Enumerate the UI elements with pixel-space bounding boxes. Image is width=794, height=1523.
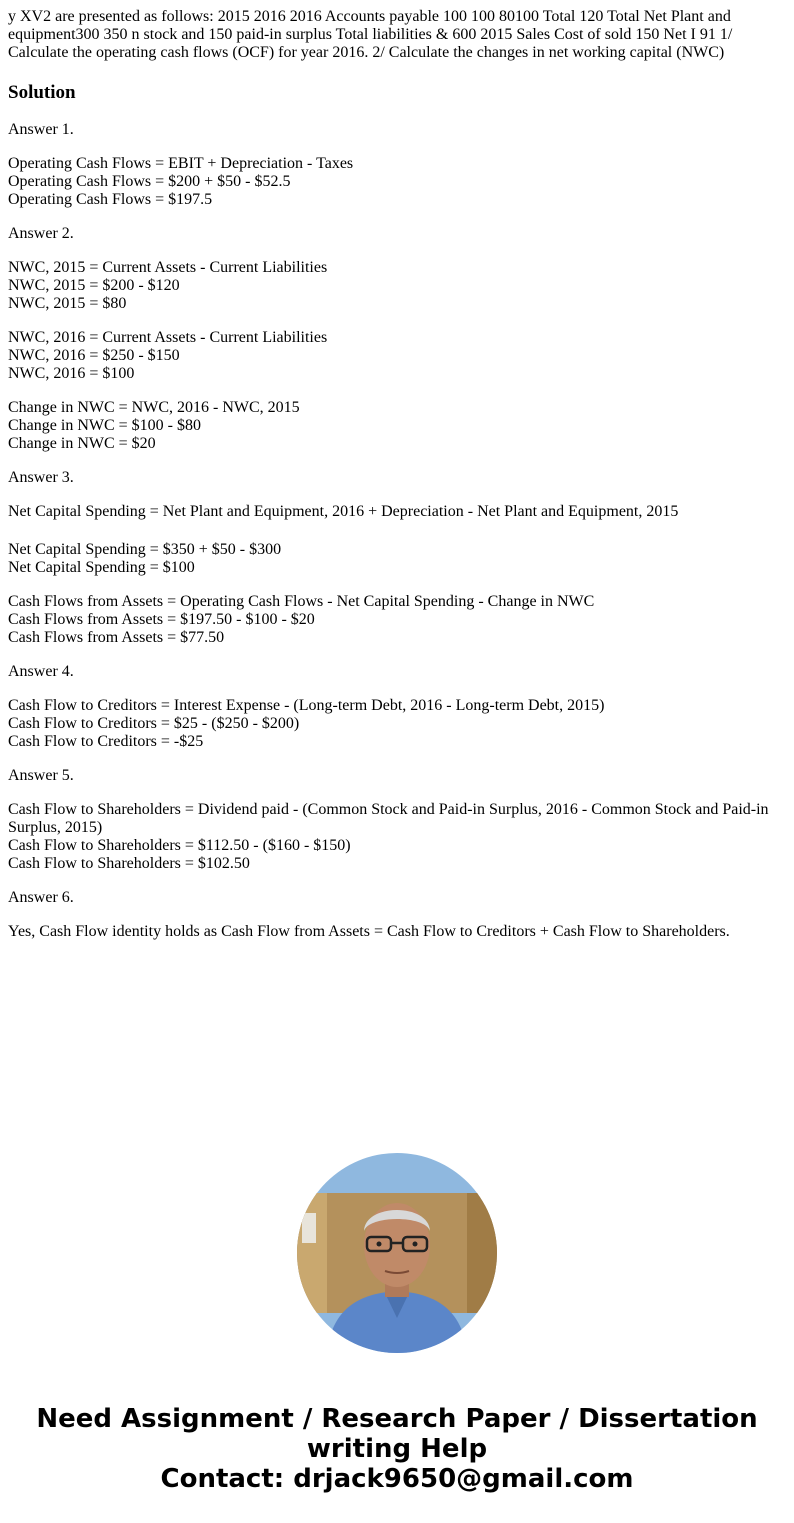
- answer-line: Net Capital Spending = Net Plant and Equipment, 2016 + Depreciation - Net Plant and Equipment, 2015: [8, 503, 679, 520]
- answer-line: NWC, 2016 = Current Assets - Current Liabilities: [8, 329, 328, 346]
- answer-line: NWC, 2015 = Current Assets - Current Liabilities: [8, 259, 328, 276]
- answer-line: Cash Flow to Shareholders = Dividend paid - (Common Stock and Paid-in Surplus, 2016 - Common Stock and Paid-in Surplus, 2015): [8, 801, 769, 836]
- avatar: [297, 1153, 497, 1353]
- answer-line: Cash Flows from Assets = $77.50: [8, 629, 225, 646]
- answer-line: Cash Flow to Shareholders = $112.50 - ($160 - $150): [8, 837, 351, 854]
- solution-heading: Solution: [8, 82, 76, 103]
- contact-banner: [0, 1404, 794, 1494]
- answer-line: Change in NWC = $100 - $80: [8, 417, 201, 434]
- answer-title: Answer 2.: [8, 225, 74, 242]
- answer-block: [8, 923, 786, 941]
- answer-line: Cash Flows from Assets = $197.50 - $100 - $20: [8, 611, 315, 628]
- document: [8, 8, 786, 940]
- answer-line: Yes, Cash Flow identity holds as Cash Flow from Assets = Cash Flow to Creditors + Cash Flow to Shareholders.: [8, 923, 730, 940]
- answer-title: Answer 1.: [8, 121, 74, 138]
- answer-line: Operating Cash Flows = $200 + $50 - $52.5: [8, 173, 291, 190]
- answer-line: NWC, 2015 = $200 - $120: [8, 277, 180, 294]
- answers-section: [8, 121, 786, 957]
- answer-title: Answer 6.: [8, 889, 74, 906]
- answer-block: [8, 155, 786, 209]
- answer-line: Cash Flow to Shareholders = $102.50: [8, 855, 250, 872]
- avatar-portrait-icon: [297, 1153, 497, 1353]
- answer-block: [8, 399, 786, 453]
- answer-block: [8, 697, 786, 751]
- answer-line: NWC, 2016 = $100: [8, 365, 135, 382]
- answer-line: NWC, 2016 = $250 - $150: [8, 347, 180, 364]
- answer-title: Answer 4.: [8, 663, 74, 680]
- answer-line: Change in NWC = $20: [8, 435, 156, 452]
- answer-block: [8, 593, 786, 647]
- answer-block: [8, 259, 786, 313]
- answer-line: Cash Flow to Creditors = -$25: [8, 733, 204, 750]
- banner-line-1: Need Assignment / Research Paper / Dissertation: [36, 1404, 758, 1434]
- answer-line: Operating Cash Flows = EBIT + Depreciation - Taxes: [8, 155, 354, 172]
- answer-block: [8, 801, 786, 873]
- answer-title: Answer 3.: [8, 469, 74, 486]
- answer-line: Net Capital Spending = $350 + $50 - $300: [8, 541, 282, 558]
- answer-block: [8, 503, 786, 521]
- answer-title: Answer 5.: [8, 767, 74, 784]
- answer-line: Change in NWC = NWC, 2016 - NWC, 2015: [8, 399, 300, 416]
- answer-block: [8, 541, 786, 577]
- answer-line: NWC, 2015 = $80: [8, 295, 127, 312]
- banner-line-2: writing Help: [306, 1434, 488, 1464]
- answer-line: Operating Cash Flows = $197.5: [8, 191, 213, 208]
- question-text: y XV2 are presented as follows: 2015 2016 2016 Accounts payable 100 100 80100 Total 120 Total Net Plant and equipment300 350 n stock and 150 paid-in surplus Total liabilities & 600 2015 Sales Cost of sold 150 Net I 91 1/ Calculate the operating cash flows (OCF) for year 2016. 2/ Calculate the changes in net working capital (NWC): [8, 8, 733, 61]
- answer-line: Cash Flows from Assets = Operating Cash Flows - Net Capital Spending - Change in NWC: [8, 593, 595, 610]
- answer-block: [8, 329, 786, 383]
- answer-line: Cash Flow to Creditors = $25 - ($250 - $200): [8, 715, 300, 732]
- answer-line: Net Capital Spending = $100: [8, 559, 195, 576]
- answer-line: Cash Flow to Creditors = Interest Expense - (Long-term Debt, 2016 - Long-term Debt, 2015): [8, 697, 605, 714]
- banner-contact-line: Contact: drjack9650@gmail.com: [160, 1464, 634, 1494]
